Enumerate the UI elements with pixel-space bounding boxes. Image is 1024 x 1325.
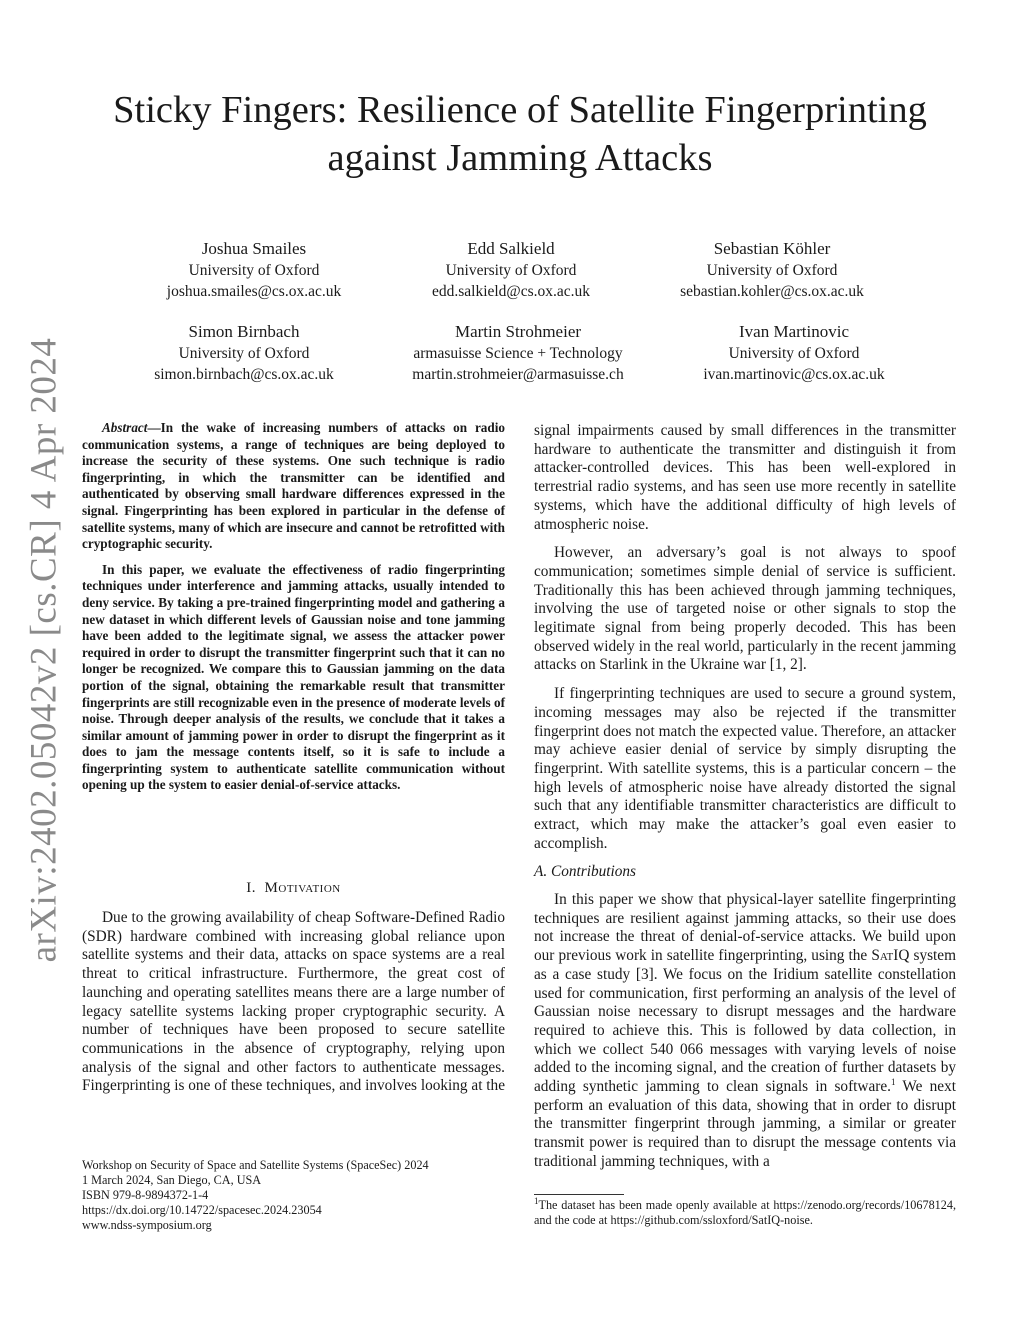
footnote-text: The dataset has been made openly available at https://zenodo.org/records/10678124, and the code at https://github.com/ssloxford/SatIQ-noise. <box>534 1198 956 1227</box>
satiq-name: SatIQ <box>871 947 910 965</box>
venue-line: Workshop on Security of Space and Satellite Systems (SpaceSec) 2024 <box>82 1158 429 1172</box>
body-paragraph: However, an adversary’s goal is not always to spoof communication; sometimes simple denial of service is sufficient. Traditionally this has been achieved through jamming techniques, involving the use of targeted noise or other signals to stop the legitimate signal from being properly decoded. This has been observed widely in the real world, particularly in the recent jamming attacks on Starlink in the Ukraine war [1, 2]. <box>534 544 956 674</box>
footnote-marker[interactable]: 1 <box>890 1076 896 1087</box>
author-email[interactable]: edd.salkield@cs.ox.ac.uk <box>431 283 591 300</box>
body-paragraph: If fingerprinting techniques are used to secure a ground system, incoming messages may also be rejected if the transmitter fingerprint does not match the expected value. Therefore, an attacker may achieve easier denial of service by simply disrupting the fingerprint. With satellite systems, this is a particular concern – the high levels of atmospheric noise have already distorted the signal such that any identifiable transmitter characteristics are difficult to extract, which may make the attacker’s goal even easier to accomplish. <box>534 685 956 852</box>
subsection-heading: A. Contributions <box>534 863 636 880</box>
abstract-paragraph <box>82 420 505 553</box>
doi-link[interactable]: https://dx.doi.org/10.14722/spacesec.2024.23054 <box>82 1203 322 1218</box>
contrib-text: In this paper we show that physical-layer satellite fingerprinting techniques are resilient against jamming attacks, so their use does not increase the threat of denial-of-service attacks. We build upon our previous work in satellite fingerprinting, using the <box>534 891 956 965</box>
venue-url-link[interactable]: www.ndss-symposium.org <box>82 1218 212 1233</box>
section-number: I. <box>246 880 257 896</box>
author-block <box>94 321 394 386</box>
contributions-body <box>534 891 956 1172</box>
abstract-label: Abstract <box>102 420 148 435</box>
left-column-body <box>82 909 505 1096</box>
title-line-2: against Jamming Attacks <box>327 137 713 179</box>
abstract <box>82 420 505 794</box>
author-block <box>644 321 944 386</box>
author-block <box>104 238 404 303</box>
right-column-body <box>534 544 956 853</box>
body-paragraph: Due to the growing availability of cheap Software-Defined Radio (SDR) hardware combined with increasing global reliance upon satellite systems and their data, attacks on space systems are a real threat to critical infrastructure. Furthermore, the great cost of launching and operating satellites means there are a large number of legacy satellite systems lacking proper cryptographic security. A number of techniques have been proposed to secure satellite communications in the absence of cryptography, relying upon analysis of the signal and other factors to authenticate messages. Fingerprinting is one of these techniques, and involves looking at the <box>82 909 505 1095</box>
section-title: Motivation <box>264 880 341 896</box>
contrib-text: We next perform an evaluation of this data, showing that in order to disrupt the transmitter fingerprint through jamming, a similar or greater transmit power is required than to disrupt the message contents via traditional jamming techniques, with a <box>534 1078 956 1170</box>
right-column-flow <box>534 422 956 534</box>
contrib-text: system as a case study [3]. We focus on the Iridium satellite constellation used for communication, first performing an analysis of the level of Gaussian noise necessary to disrupt messages and the hardware required to achieve this. This is followed by data collection, in which we collect 540 066 messages with varying levels of noise added to the incoming signal, and the creation of further datasets by adding synthetic jamming to clean signals in software. <box>534 947 956 1096</box>
arxiv-identifier: arXiv:2402.05042v2 [cs.CR] 4 Apr 2024 <box>23 337 65 963</box>
footnote-number: 1 <box>534 1195 539 1206</box>
author-name: Martin Strohmeier <box>454 322 582 341</box>
author-name: Edd Salkield <box>467 239 555 258</box>
venue-line: ISBN 979-8-9894372-1-4 <box>82 1188 209 1203</box>
section-heading <box>82 880 505 897</box>
author-email[interactable]: joshua.smailes@cs.ox.ac.uk <box>166 283 342 300</box>
author-block <box>622 238 922 303</box>
author-email[interactable]: martin.strohmeier@armasuisse.ch <box>412 366 624 383</box>
title-line-1: Sticky Fingers: Resilience of Satellite Fingerprinting <box>113 89 927 131</box>
author-name: Joshua Smailes <box>201 239 307 258</box>
author-email[interactable]: simon.birnbach@cs.ox.ac.uk <box>154 366 334 383</box>
author-name: Ivan Martinovic <box>739 322 849 341</box>
author-affiliation: University of Oxford <box>178 344 310 362</box>
venue-info <box>82 1158 502 1233</box>
author-name: Sebastian Köhler <box>713 239 831 258</box>
author-affiliation: University of Oxford <box>188 261 320 279</box>
author-affiliation: University of Oxford <box>445 261 577 279</box>
author-affiliation: University of Oxford <box>706 261 838 279</box>
body-paragraph-continued: signal impairments caused by small differences in the transmitter hardware to authenticate the transmitter and distinguish it from attacker-controlled devices. This has been well-explored in terrestrial radio systems, and has seen use more recently in satellite systems, which have the additional difficulty of high levels of atmospheric noise. <box>534 422 956 533</box>
author-affiliation: University of Oxford <box>728 344 860 362</box>
author-name: Simon Birnbach <box>188 322 300 341</box>
footnote <box>534 1195 956 1228</box>
author-block <box>361 238 661 303</box>
footnote-divider <box>534 1194 624 1195</box>
body-paragraph <box>534 891 956 1172</box>
abstract-text: —In the wake of increasing numbers of attacks on radio communication systems, a range of techniques are being deployed to increase the security of these systems. One such technique is radio fingerprinting, in which the transmitter can be identified and authenticated by observing small hardware differences expressed in the signal. Fingerprinting has been explored in particular in the defense of satellite systems, many of which are insecure and cannot be retrofitted with cryptographic security. <box>82 420 505 552</box>
author-email[interactable]: ivan.martinovic@cs.ox.ac.uk <box>703 366 885 383</box>
venue-line: 1 March 2024, San Diego, CA, USA <box>82 1173 262 1188</box>
author-affiliation: armasuisse Science + Technology <box>413 344 623 362</box>
paper-title <box>60 86 980 182</box>
abstract-paragraph: In this paper, we evaluate the effectiveness of radio fingerprinting techniques under interference and jamming attacks, usually intended to deny service. By taking a pre-trained fingerprinting model and gathering a new dataset in which different levels of Gaussian noise and tone jamming have been added to the legitimate signal, we assess the attacker power required in order to disrupt the transmitter fingerprint such that it can no longer be recognized. We compare this to Gaussian jamming on the data portion of the signal, obtaining the remarkable result that transmitter fingerprints are still recognizable even in the presence of moderate levels of noise. Through deeper analysis of the results, we conclude that it takes a similar amount of jamming power in order to disrupt the fingerprint as it does to jam the message contents itself, so it is safe to include a fingerprinting system to authenticate satellite communication without opening up the system to easier denial-of-service attacks. <box>82 561 505 793</box>
author-block <box>368 321 668 386</box>
author-email[interactable]: sebastian.kohler@cs.ox.ac.uk <box>680 283 864 300</box>
